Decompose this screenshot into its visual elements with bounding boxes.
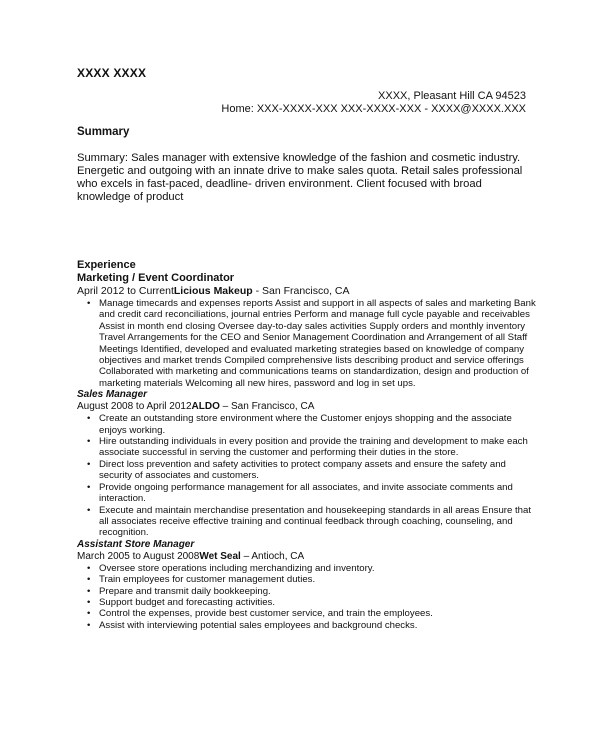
job-dates-company: [77, 285, 537, 298]
contact-address: XXXX, Pleasant Hill CA 94523: [378, 90, 526, 102]
job-company: ALDO: [191, 401, 220, 413]
job-title: Assistant Store Manager: [77, 538, 195, 550]
job-entry: [77, 389, 537, 538]
list-item: • Assist with interviewing potential sales employees and background checks.: [99, 620, 537, 631]
list-item: • Prepare and transmit daily bookkeeping.: [99, 586, 537, 597]
candidate-name: XXXX XXXX: [77, 66, 147, 80]
job-location: – Antioch, CA: [240, 550, 305, 562]
experience-section: [77, 259, 537, 631]
job-bullets: [77, 298, 537, 389]
job-entry: [77, 272, 537, 389]
list-item: • Oversee store operations including merchandizing and inventory.: [99, 563, 537, 574]
job-dates: August 2008 to April 2012: [77, 401, 192, 413]
list-item: • Direct loss prevention and safety activities to protect company assets and ensure the safety and security of associates and customers.: [99, 459, 537, 482]
job-dates: April 2012 to Current: [77, 285, 174, 297]
job-location: – San Francisco, CA: [219, 401, 315, 413]
list-item: • Hire outstanding individuals in every position and provide the training and development to make each associate successful in serving the customer and performing their duties in the store.: [99, 436, 537, 459]
list-item: • Train employees for customer management duties.: [99, 574, 537, 585]
summary-heading: Summary: [77, 126, 130, 138]
list-item: • Control the expenses, provide best customer service, and train the employees.: [99, 608, 537, 619]
summary-text: Summary: Sales manager with extensive knowledge of the fashion and cosmetic industry. Energetic and outgoing with an innate drive to make sales quota. Retail sales professional who excels in fast-paced, deadline- driven environment. Client focused with broad knowledge of product: [77, 152, 523, 203]
experience-heading: Experience: [77, 259, 136, 271]
job-company: Licious Makeup: [173, 285, 253, 297]
job-dates: March 2005 to August 2008: [77, 550, 200, 562]
job-dates-company: [77, 551, 537, 563]
job-title: Marketing / Event Coordinator: [77, 272, 235, 284]
job-location: - San Francisco, CA: [252, 285, 350, 297]
contact-phone-email: Home: XXX-XXXX-XXX XXX-XXXX-XXX - XXXX@XXXX.XXX: [221, 103, 526, 115]
list-item: • Execute and maintain merchandise presentation and housekeeping standards in all areas Ensure that all associates receive effective training and continual feedback through coaching, counseling, and recognition.: [99, 505, 537, 539]
job-bullets: [77, 563, 537, 631]
job-dates-company: [77, 401, 537, 413]
contact-block: [221, 90, 526, 116]
job-bullets: [77, 413, 537, 538]
job-company: Wet Seal: [199, 550, 241, 562]
list-item: • Provide ongoing performance management for all associates, and invite associate comments and interaction.: [99, 482, 537, 505]
list-item: • Support budget and forecasting activities.: [99, 597, 537, 608]
job-title: Sales Manager: [77, 389, 148, 401]
list-item: • Manage timecards and expenses reports Assist and support in all aspects of sales and marketing Bank and credit card reconciliations, journal entries Perform and manage full cycle payable and receivables Assist in month end closing Oversee day-to-day sales activities Supply orders and monthly inventory Travel Arrangements for the CEO and Senior Management Coordination and Arrangement of all Staff Meetings Identified, developed and evaluated marketing strategies based on knowledge of company objectives and market trends Compiled comprehensive lists describing product and service offerings Collaborated with marketing and communications teams on standardization, design and production of marketing materials Welcoming all new hires, password and log in set ups.: [99, 298, 537, 389]
job-entry: [77, 539, 537, 631]
list-item: • Create an outstanding store environment where the Customer enjoys shopping and the associate enjoys working.: [99, 413, 537, 436]
